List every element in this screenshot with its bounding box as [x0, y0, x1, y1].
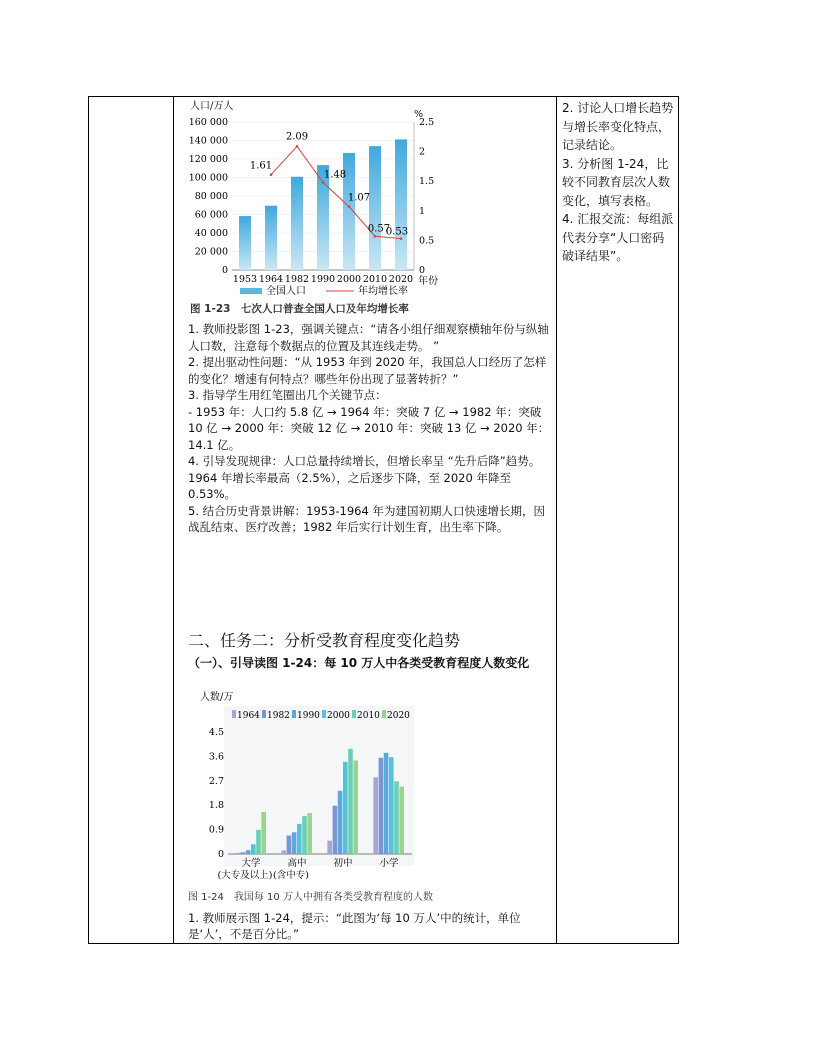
- left-tick-label: 100 000: [188, 172, 228, 184]
- left-tick-label: 40 000: [194, 228, 228, 239]
- y-tick-label: 4.5: [208, 727, 224, 738]
- paragraph: 1. 教师投影图 1-23，强调关键点：“请各小组仔细观察横轴年份与纵轴人口数，注意每个数据点的位置及其连线走势。 ”: [188, 322, 549, 353]
- legend-label: 1964: [237, 711, 260, 721]
- paragraph: 5. 结合历史背景讲解：1953-1964 年为建国初期人口快速增长期，因战乱结束、医疗改善；1982 年后实行计划生育，出生率下降。: [188, 503, 545, 534]
- education-bar: [384, 753, 389, 854]
- education-chart: [186, 686, 456, 908]
- population-bar: [317, 165, 329, 270]
- x-axis-label: 年份: [418, 276, 438, 287]
- education-bar: [333, 806, 338, 854]
- category-label: (含中专): [273, 870, 309, 881]
- category-label: 高中: [287, 858, 307, 869]
- right-tick-label: 0: [419, 265, 426, 276]
- right-tick-label: 2.5: [419, 117, 435, 128]
- education-bar: [241, 852, 246, 854]
- education-bar: [348, 749, 353, 854]
- left-tick-label: 140 000: [188, 135, 228, 147]
- y-tick-label: 2.7: [208, 775, 224, 787]
- education-bar: [307, 813, 312, 854]
- student-activity-column: [562, 99, 674, 266]
- activity-item: 3. 分析图 1-24，比较不同教育层次人数变化，填写表格。: [562, 156, 671, 208]
- legend-label: 2010: [357, 711, 380, 721]
- education-bar: [399, 787, 404, 854]
- x-tick-label: 2020: [388, 274, 414, 285]
- paragraph: - 1953 年：人口约 5.8 亿 → 1964 年：突破 7 亿 → 1982 年：突破 10 亿 → 2000 年：突破 12 亿 → 2010 年：突破 13 亿 → 2020 年：14.1 亿。: [188, 404, 550, 452]
- population-bar: [239, 216, 251, 270]
- education-bar: [287, 836, 292, 854]
- education-bar: [373, 777, 378, 854]
- right-tick-label: 1.5: [419, 176, 435, 188]
- x-tick-label: 1982: [284, 274, 310, 285]
- legend-swatch: [292, 710, 296, 718]
- x-tick-label: 1990: [310, 274, 336, 285]
- category-label: (大专及以上): [217, 870, 273, 881]
- data-label: 1.48: [323, 169, 347, 181]
- left-tick-label: 20 000: [194, 246, 228, 258]
- legend-line-label: 年均增长率: [358, 286, 408, 297]
- paragraph: 1. 教师展示图 1-24，提示：“此图为‘每 10 万人’中的统计，单位是‘人’，不是百分比。”: [188, 911, 521, 941]
- figure-caption: 图 1-24 我国每 10 万人中拥有各类受教育程度的人数: [188, 892, 433, 903]
- right-tick-label: 2: [419, 146, 426, 158]
- legend-label: 2000: [327, 711, 350, 721]
- population-bar: [395, 139, 407, 270]
- legend-swatch: [322, 710, 326, 718]
- left-axis-label: 人口/万人: [190, 101, 234, 112]
- legend-bar-label: 全国人口: [266, 286, 306, 297]
- legend-bar-swatch: [240, 288, 262, 294]
- figure-caption: 图 1-23 七次人口普查全国人口及年均增长率: [190, 303, 409, 315]
- category-label: 大学: [241, 858, 261, 869]
- education-bar: [379, 758, 384, 854]
- population-bar: [291, 177, 303, 270]
- data-label: 1.61: [249, 160, 273, 172]
- x-tick-label: 1964: [258, 274, 284, 285]
- growth-rate-point: [400, 237, 403, 240]
- education-bar: [235, 853, 240, 854]
- population-bar: [265, 206, 277, 270]
- education-bar: [394, 781, 399, 854]
- teacher-activity-text: [188, 321, 550, 536]
- y-tick-label: 0: [217, 849, 224, 860]
- education-bar: [251, 844, 256, 854]
- legend-swatch: [232, 710, 236, 718]
- education-bar: [338, 791, 343, 854]
- data-label: 1.07: [347, 192, 371, 204]
- category-label: 初中: [333, 858, 353, 869]
- y-tick-label: 3.6: [208, 751, 224, 763]
- activity-item: 4. 汇报交流：每组派代表分享“人口密码破译结果”。: [562, 212, 674, 263]
- education-bar: [246, 850, 251, 854]
- education-bar: [389, 757, 394, 854]
- category-label: 小学: [379, 858, 399, 869]
- growth-rate-point: [270, 173, 273, 176]
- growth-rate-point: [374, 235, 377, 238]
- right-axis-label: %: [414, 109, 424, 120]
- figure-explanation: [188, 910, 550, 942]
- x-tick-label: 1953: [232, 274, 258, 285]
- paragraph: 4. 引导发现规律：人口总量持续增长，但增长率呈 “先升后降”趋势。1964 年增长率最高（2.5%），之后逐步下降，至 2020 年降至 0.53%。: [188, 454, 541, 501]
- education-bar: [302, 816, 307, 854]
- section-heading: 二、任务二：分析受教育程度变化趋势: [188, 631, 461, 650]
- left-tick-label: 0: [221, 265, 228, 276]
- education-bar: [343, 762, 348, 854]
- x-tick-label: 2000: [336, 274, 362, 285]
- population-bar: [369, 146, 381, 270]
- legend-swatch: [262, 710, 266, 718]
- data-label: 0.53: [385, 226, 409, 238]
- right-tick-label: 1: [419, 205, 426, 217]
- education-bar: [256, 830, 261, 854]
- activity-item: 2. 讨论人口增长趋势与增长率变化特点，记录结论。: [562, 101, 674, 152]
- y-tick-label: 0.9: [208, 824, 224, 836]
- right-tick-label: 0.5: [419, 235, 435, 247]
- legend-swatch: [352, 710, 356, 718]
- legend-label: 1990: [297, 711, 320, 721]
- column-divider-left: [173, 97, 174, 943]
- education-bar: [292, 832, 297, 854]
- education-bar: [297, 824, 302, 854]
- column-divider-right: [556, 97, 557, 943]
- legend-swatch: [382, 710, 386, 718]
- education-bar: [353, 760, 358, 854]
- population-chart: [186, 98, 446, 320]
- left-tick-label: 120 000: [188, 154, 228, 165]
- data-label: 0.57: [367, 223, 391, 235]
- y-tick-label: 1.8: [208, 800, 224, 812]
- education-bar: [327, 841, 332, 854]
- left-tick-label: 160 000: [188, 117, 228, 128]
- education-bar: [261, 812, 266, 854]
- growth-rate-point: [322, 181, 325, 184]
- growth-rate-point: [296, 145, 299, 148]
- left-tick-label: 60 000: [194, 209, 228, 221]
- legend-label: 1982: [267, 711, 290, 721]
- legend-label: 2020: [387, 711, 410, 721]
- y-axis-label: 人数/万: [200, 692, 234, 703]
- education-bar: [281, 850, 286, 854]
- left-tick-label: 80 000: [194, 191, 228, 202]
- paragraph: 3. 指导学生用红笔圈出几个关键节点：: [188, 388, 387, 402]
- x-tick-label: 2010: [362, 274, 388, 285]
- paragraph: 2. 提出驱动性问题：“从 1953 年到 2020 年，我国总人口经历了怎样的变化？增速有何特点？哪些年份出现了显著转折？”: [188, 355, 547, 386]
- section-subheading: （一）、引导读图 1-24：每 10 万人中各类受教育程度人数变化: [188, 656, 530, 670]
- data-label: 2.09: [285, 131, 309, 143]
- growth-rate-point: [348, 205, 351, 208]
